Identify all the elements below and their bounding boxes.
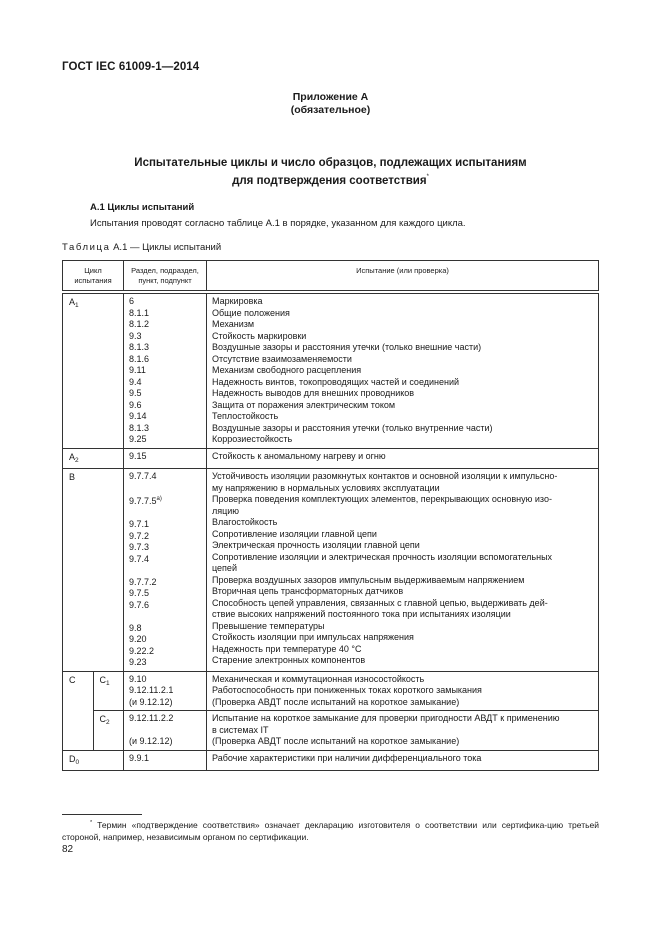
subcycle-label: C xyxy=(99,674,106,685)
cell-line: Устойчивость изоляции разомкнутых контактов и основной изоляции к импульсно- xyxy=(212,471,558,481)
cell-line: 9.22.2 xyxy=(129,645,155,656)
cell-line: Сопротивление изоляции главной цепи xyxy=(212,528,377,539)
header-test: Испытание (или проверка) xyxy=(207,261,599,291)
cell-line: 9.7.5 xyxy=(129,588,150,598)
table-row-d0 xyxy=(63,750,599,771)
cell-line: 9.7.7.4 xyxy=(129,471,157,481)
cycle-cell xyxy=(63,671,94,750)
appendix-heading xyxy=(0,91,661,117)
cell-line: (и 9.12.12) xyxy=(129,736,173,746)
footnote-ref-mark: * xyxy=(426,174,429,180)
cell-line: (Проверка АВДТ после испытаний на короткое замыкание) xyxy=(212,736,460,746)
table-row-b xyxy=(63,469,599,672)
cell-line: 8.1.6 xyxy=(129,353,150,364)
section-cell xyxy=(124,469,207,672)
section-cell xyxy=(124,671,207,711)
cell-line: Маркировка xyxy=(212,296,263,306)
cell-line: 6 xyxy=(129,296,135,306)
cell-line: $9.7.7.5^{а)}$ xyxy=(129,496,162,506)
table-row-a1 xyxy=(63,294,599,449)
test-cycles-table xyxy=(62,260,599,771)
cycle-subscript: 1 xyxy=(75,302,79,309)
cell-line xyxy=(129,508,202,520)
cell-line: 9.20 xyxy=(129,634,147,644)
cell-line: 9.8 xyxy=(129,622,142,633)
cell-line: 9.5 xyxy=(129,388,142,398)
cell-line: Защита от поражения электрическим током xyxy=(212,399,396,410)
section-cell xyxy=(124,294,207,449)
cell-line: 8.1.3 xyxy=(129,342,150,352)
footnote-text: Термин «подтверждение соответствия» означает декларацию изготовителя о соответствии или сертифика-цию третьей стороной, например, независимым органом по сертификации. xyxy=(62,820,599,842)
cell-line xyxy=(129,565,202,577)
cell-line: 9.14 xyxy=(129,411,147,421)
standard-designation: ГОСТ IEC 61009-1—2014 xyxy=(62,61,200,73)
cell-line: Влагостойкость xyxy=(212,517,278,527)
cell-line: 9.12.11.2.2 xyxy=(129,713,174,723)
appendix-main-title xyxy=(0,156,661,188)
cycle-label: A xyxy=(69,297,76,307)
title-line-1: Испытательные циклы и число образцов, подлежащих испытаниям xyxy=(134,157,527,169)
cell-line: Проверка поведения комплектующих элементов, перекрывающих основную изо- xyxy=(212,494,552,504)
cell-line: (Проверка АВДТ после испытаний на короткое замыкание) xyxy=(212,696,460,707)
table-row-c1 xyxy=(63,671,599,711)
cell-line: 9.25 xyxy=(129,434,147,444)
section-cell xyxy=(124,448,207,469)
cell-line: Старение электронных компонентов xyxy=(212,655,366,665)
appendix-status: (обязательное) xyxy=(290,104,371,116)
subcycle-label: C xyxy=(99,714,106,724)
cell-line: Способность цепей управления, связанных с главной цепью, выдерживать дей- xyxy=(212,597,548,608)
cycle-cell xyxy=(63,469,124,672)
cell-line: 8.1.1 xyxy=(129,307,150,318)
cell-line: Отсутствие взаимозаменяемости xyxy=(212,353,352,364)
table-note-mark: а) xyxy=(156,496,162,502)
section-heading: А.1 Циклы испытаний xyxy=(90,202,195,213)
test-cell xyxy=(207,469,599,672)
table-caption-text: А.1 — Циклы испытаний xyxy=(113,242,222,253)
cell-line xyxy=(129,725,202,737)
footnote xyxy=(62,818,599,843)
cycle-subscript: 2 xyxy=(75,456,79,464)
test-cell xyxy=(207,711,599,751)
table-header-row xyxy=(63,261,599,291)
cell-line: (и 9.12.12) xyxy=(129,696,173,707)
cell-line: 9.7.1 xyxy=(129,519,150,529)
cell-line: Рабочие характеристики при наличии дифференциального тока xyxy=(212,752,482,763)
cell-line: 9.6 xyxy=(129,399,142,410)
cell-line: Надежность выводов для внешних проводников xyxy=(212,388,415,398)
cell-line: Общие положения xyxy=(212,307,290,318)
test-cell xyxy=(207,294,599,449)
cell-line: Механизм свободного расцепления xyxy=(212,365,362,375)
cell-line: ствие высоких напряжений постоянного тока при испытаниях изоляции xyxy=(212,609,511,619)
subcycle-subscript: 1 xyxy=(106,679,110,687)
cycle-label: C xyxy=(69,674,76,685)
cell-line: 9.7.7.2 xyxy=(129,576,157,587)
cell-line: 8.1.2 xyxy=(129,319,150,329)
appendix-title: Приложение А xyxy=(292,91,369,103)
cell-line: 9.7.3 xyxy=(129,542,150,552)
footnote-rule xyxy=(62,814,142,815)
table-row-c2 xyxy=(63,711,599,751)
cell-line: 8.1.3 xyxy=(129,422,150,433)
cell-line: му напряжению в нормальных условиях эксплуатации xyxy=(212,482,440,493)
cycle-label: B xyxy=(69,472,76,482)
cell-line: Стойкость изоляции при импульсах напряжения xyxy=(212,632,414,642)
header-section: Раздел, подраздел, пункт, подпункт xyxy=(124,261,207,291)
cell-line: Испытание на короткое замыкание для проверки пригодности АВДТ к применению xyxy=(212,713,560,723)
cell-line: ляцию xyxy=(212,505,240,516)
cycle-label: A xyxy=(69,451,76,462)
cell-line: 9.15 xyxy=(129,450,147,461)
cell-line: 9.9.1 xyxy=(129,752,150,763)
cycle-subscript: 0 xyxy=(75,758,80,766)
cell-line: Стойкость к аномальному нагреву и огню xyxy=(212,450,386,461)
test-cell xyxy=(207,671,599,711)
table-caption xyxy=(62,242,221,253)
cell-line: Электрическая прочность изоляции главной цепи xyxy=(212,540,420,550)
cell-line: 9.10 xyxy=(129,673,147,684)
cell-line: Вторичная цепь трансформаторных датчиков xyxy=(212,586,404,596)
section-cell xyxy=(124,711,207,751)
table-row-a2 xyxy=(63,448,599,469)
cell-line: Надежность винтов, токопроводящих частей и соединений xyxy=(212,376,460,387)
cell-line: Стойкость маркировки xyxy=(212,330,307,341)
page-number: 82 xyxy=(62,844,74,855)
header-cycle: Цикл испытания xyxy=(63,261,124,291)
cell-line xyxy=(129,483,202,495)
cell-line: Коррозиестойкость xyxy=(212,434,293,444)
cycle-cell xyxy=(63,294,124,449)
cell-line: 9.23 xyxy=(129,657,147,667)
cell-line: Сопротивление изоляции и электрическая прочность изоляции вспомогательных xyxy=(212,551,553,562)
test-cell xyxy=(207,448,599,469)
subcycle-subscript: 2 xyxy=(106,719,110,726)
cell-line xyxy=(129,611,202,623)
footnote-mark: * xyxy=(90,820,93,826)
cell-line: 9.7.4 xyxy=(129,553,150,564)
cell-line: 9.7.6 xyxy=(129,599,150,610)
cell-line: в системах IT xyxy=(212,724,269,735)
cell-line: 9.11 xyxy=(129,365,146,375)
cycle-cell xyxy=(63,750,124,771)
cell-line: Превышение температуры xyxy=(212,620,325,631)
section-cell xyxy=(124,750,207,771)
cell-line: Теплостойкость xyxy=(212,411,279,421)
cell-line: Механизм xyxy=(212,319,255,329)
test-cell xyxy=(207,750,599,771)
cell-line: Работоспособность при пониженных токах короткого замыкания xyxy=(212,685,482,695)
cell-line: Воздушные зазоры и расстояния утечки (только внешние части) xyxy=(212,342,482,352)
cell-line: 9.7.2 xyxy=(129,530,150,541)
cycle-label: D xyxy=(69,753,76,764)
cell-line: 9.3 xyxy=(129,330,142,341)
title-line-2-text: для подтверждения соответствия xyxy=(232,175,427,187)
cell-line: Воздушные зазоры и расстояния утечки (только внутренние части) xyxy=(212,422,493,433)
cell-line: 9.12.11.2.1 xyxy=(129,685,174,695)
cell-line: Механическая и коммутационная износостойкость xyxy=(212,673,425,684)
section-intro: Испытания проводят согласно таблице А.1 в порядке, указанном для каждого цикла. xyxy=(90,218,466,229)
title-line-2 xyxy=(0,170,661,188)
cell-line: Надежность при температуре 40 °С xyxy=(212,643,362,654)
cell-line: Проверка воздушных зазоров импульсным выдерживаемым напряжением xyxy=(212,574,525,585)
cell-line: 9.4 xyxy=(129,376,142,387)
subcycle-cell xyxy=(93,671,124,711)
table-caption-word: Таблица xyxy=(62,242,111,253)
cycle-cell xyxy=(63,448,124,469)
subcycle-cell xyxy=(93,711,124,751)
cell-line: цепей xyxy=(212,563,237,573)
